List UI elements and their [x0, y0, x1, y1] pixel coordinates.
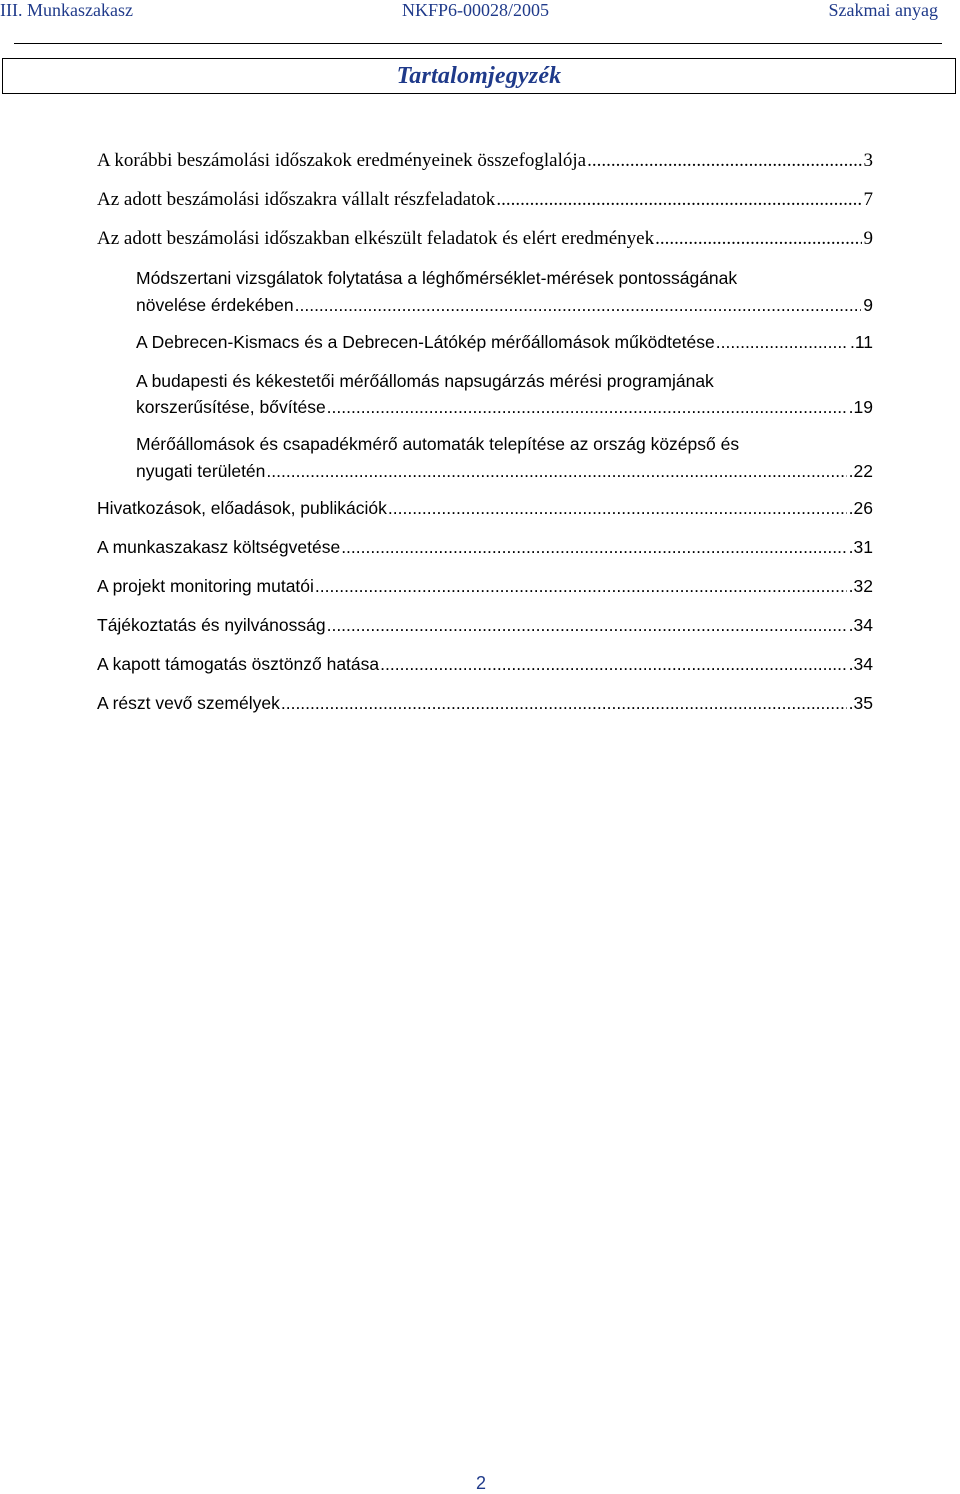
toc-page-number: .26 — [848, 498, 873, 518]
page-number: 2 — [475, 1473, 486, 1493]
toc-entry-title: korszerűsítése, bővítése — [136, 397, 326, 417]
toc-entry-title: A részt vevő személyek — [97, 693, 280, 713]
toc-page-number: .34 — [848, 654, 873, 674]
page-header — [0, 0, 960, 24]
header-doc-type: Szakmai anyag — [828, 0, 938, 20]
toc-entry-line — [97, 185, 873, 211]
toc-entry-title: Az adott beszámolási időszakban elkészült feladatok és elért eredmények — [97, 228, 655, 249]
toc-entry-title: A kapott támogatás ösztönző hatása — [97, 654, 380, 674]
toc-entry-title: A munkaszakasz költségvetése — [97, 537, 341, 557]
toc-page-number: .22 — [848, 461, 873, 481]
toc-page-number: .11 — [849, 332, 873, 352]
toc-entry-line — [136, 263, 873, 289]
toc-leader-dots — [327, 614, 847, 636]
toc-leader-dots — [281, 692, 847, 714]
toc-leader-dots — [266, 460, 846, 482]
toc-entry-line — [97, 532, 873, 558]
toc-page-number: .34 — [848, 615, 873, 635]
toc-leader-dots — [380, 653, 847, 675]
toc-page-number: 9 — [863, 295, 873, 315]
toc-leader-dots — [295, 294, 862, 316]
toc-page-number: .32 — [848, 576, 873, 596]
header-section: III. Munkaszakasz — [0, 0, 133, 20]
header-divider — [14, 43, 942, 44]
toc-entry-title: A Debrecen-Kismacs és a Debrecen-Látókép mérőállomások működtetése — [136, 332, 715, 352]
toc-entry-title: A korábbi beszámolási időszakok eredményeinek összefoglalója — [97, 150, 587, 171]
toc-entry-line — [136, 392, 873, 418]
toc-entry-title-line1: A budapesti és kékestetői mérőállomás napsugárzás mérési programjának — [136, 371, 714, 391]
toc-leader-dots — [655, 228, 861, 250]
toc-leader-dots — [587, 150, 861, 172]
toc-leader-dots — [496, 189, 861, 211]
toc-entry-line — [136, 429, 873, 455]
toc-page-number: 9 — [863, 228, 873, 249]
toc-entry-title: Az adott beszámolási időszakra vállalt részfeladatok — [97, 189, 496, 210]
toc-entry-title: A projekt monitoring mutatói — [97, 576, 314, 596]
toc-entry-line — [136, 290, 873, 316]
toc-entry-title-line1: Módszertani vizsgálatok folytatása a léghőmérséklet-mérések pontosságának — [136, 268, 738, 288]
page-footer — [0, 1473, 960, 1494]
toc-entry-line — [97, 649, 873, 675]
toc-entry-line — [136, 327, 873, 353]
toc-entry-title: növelése érdekében — [136, 295, 294, 315]
toc-entry-line — [136, 456, 873, 482]
toc-entry-title: Hivatkozások, előadások, publikációk — [97, 498, 387, 518]
toc-entry-line — [136, 366, 873, 392]
toc-entry-line — [97, 493, 873, 519]
toc-leader-dots — [388, 497, 847, 519]
toc-page-number: .35 — [848, 693, 873, 713]
toc-page-number: .19 — [848, 397, 873, 417]
toc-entry-line — [97, 610, 873, 636]
toc-title: Tartalomjegyzék — [396, 62, 562, 89]
header-project-code: NKFP6-00028/2005 — [402, 0, 550, 20]
toc-leader-dots — [341, 536, 846, 558]
toc-entry-line — [97, 571, 873, 597]
toc-entry-title: nyugati területén — [136, 461, 266, 481]
toc-entry-title-line1: Mérőállomások és csapadékmérő automaták telepítése az ország középső és — [136, 434, 740, 454]
toc-page-number: 7 — [863, 189, 873, 210]
toc-entry-title: Tájékoztatás és nyilvánosság — [97, 615, 326, 635]
toc-page-number: 3 — [863, 150, 873, 171]
toc-entry-line — [97, 688, 873, 714]
toc-entry-line — [97, 224, 873, 250]
toc-leader-dots — [327, 396, 847, 418]
toc-entry-line — [97, 146, 873, 172]
toc-page-number: .31 — [848, 537, 873, 557]
title-box — [2, 58, 956, 94]
toc-leader-dots — [315, 575, 847, 597]
toc-leader-dots — [716, 331, 848, 353]
